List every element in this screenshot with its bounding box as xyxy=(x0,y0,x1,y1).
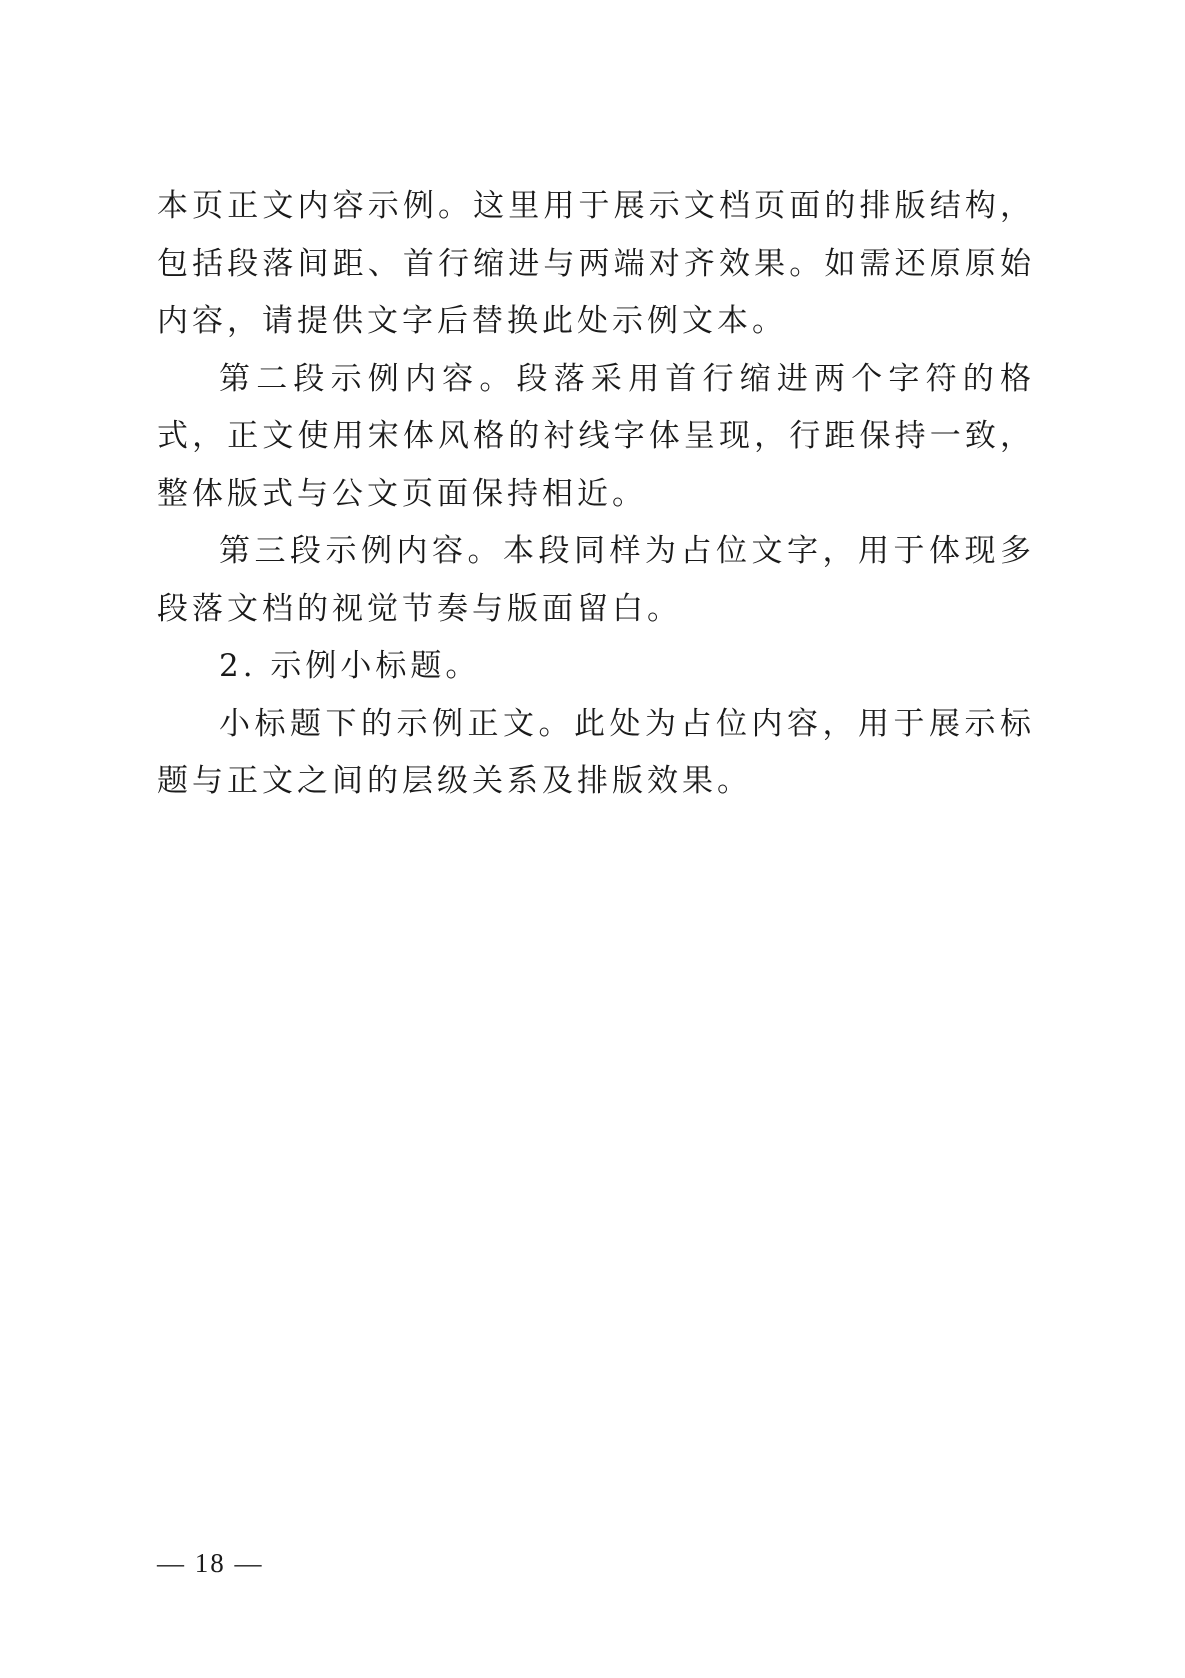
paragraph-4: 小标题下的示例正文。此处为占位内容，用于展示标题与正文之间的层级关系及排版效果。 xyxy=(157,705,1035,799)
paragraph-2: 第二段示例内容。段落采用首行缩进两个字符的格式，正文使用宋体风格的衬线字体呈现，行距保持一致，整体版式与公文页面保持相近。 xyxy=(157,360,1035,512)
paragraph-3: 第三段示例内容。本段同样为占位文字，用于体现多段落文档的视觉节奏与版面留白。 xyxy=(157,533,1035,627)
paragraph-1: 本页正文内容示例。这里用于展示文档页面的排版结构，包括段落间距、首行缩进与两端对齐效果。如需还原原始内容，请提供文字后替换此处示例文本。 xyxy=(157,188,1035,339)
section-heading: 2. 示例小标题。 xyxy=(219,648,481,684)
body-text xyxy=(157,178,1035,811)
page-number: — 18 — xyxy=(157,1548,264,1578)
